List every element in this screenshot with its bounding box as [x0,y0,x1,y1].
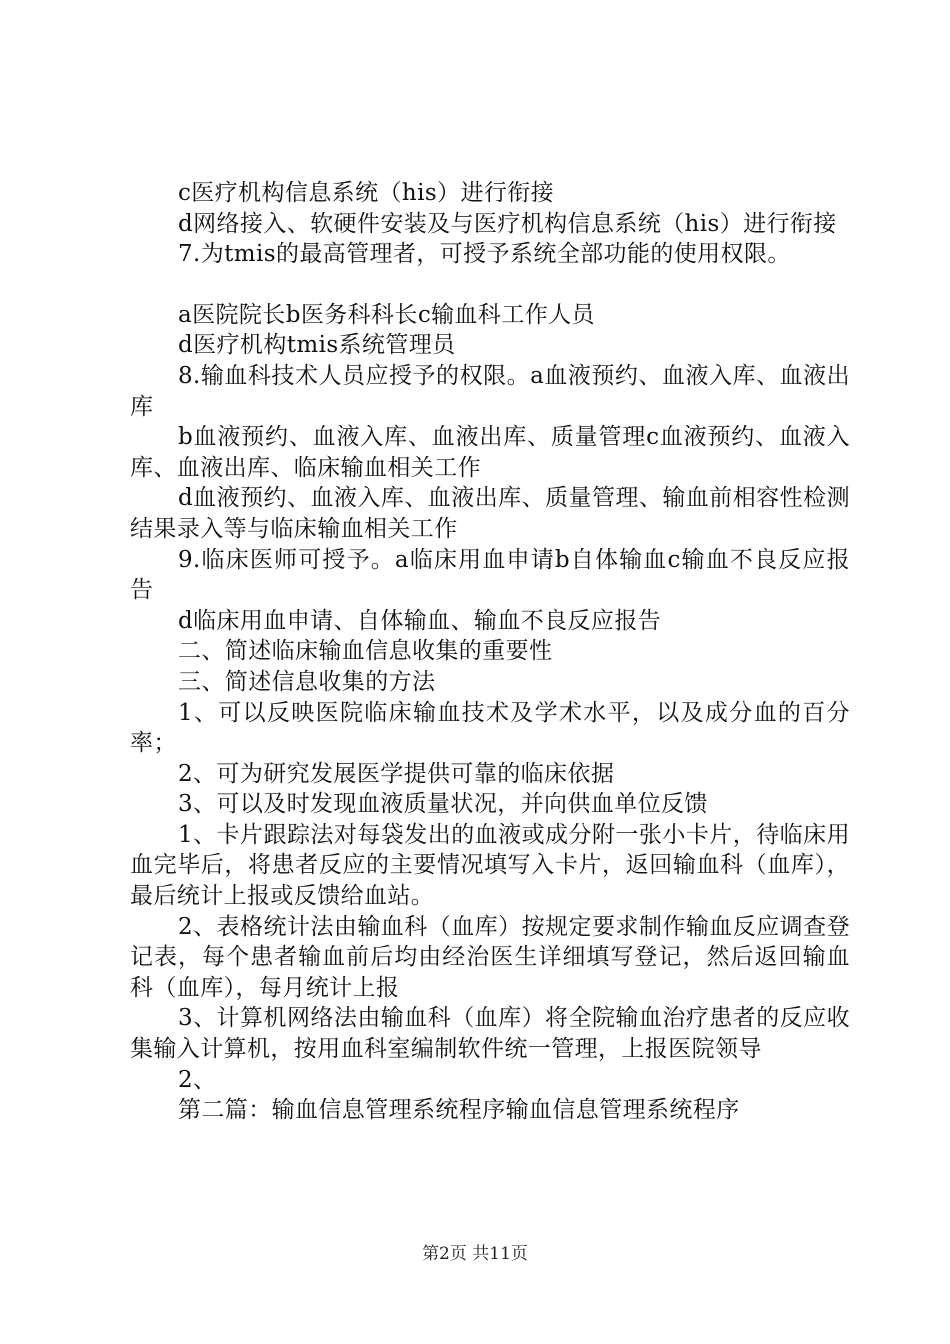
paragraph-q8-option-d: d血液预约、血液入库、血液出库、质量管理、输血前相容性检测结果录入等与临床输血相关工作 [130,485,850,542]
paragraph-question-8: 8.输血科技术人员应授予的权限。a血液预约、血液入库、血液出库 [130,362,850,420]
paragraph-question-9: 9.临床医师可授予。a临床用血申请b自体输血c输血不良反应报告 [130,546,850,604]
paragraph-q7-option-d: d医疗机构tmis系统管理员 [178,332,456,359]
list-item-importance-3: 3、可以及时发现血液质量状况，并向供血单位反馈 [178,791,708,818]
chapter-heading: 第二篇：输血信息管理系统程序输血信息管理系统程序 [178,1097,740,1124]
paragraph-question-7: 7.为tmis的最高管理者，可授予系统全部功能的使用权限。 [178,241,791,268]
paragraph-q9-option-d: d临床用血申请、自体输血、输血不良反应报告 [178,607,662,634]
list-item-fragment: 2、 [178,1066,217,1093]
document-body [130,178,850,1126]
paragraph-q7-options: a医院院长b医务科科长c输血科工作人员 [178,301,595,328]
list-item-importance-1: 1、可以反映医院临床输血技术及学术水平，以及成分血的百分率； [130,699,850,757]
section-heading-3: 三、简述信息收集的方法 [178,668,436,695]
list-item-method-1: 1、卡片跟踪法对每袋发出的血液或成分附一张小卡片，待临床用血完毕后，将患者反应的主要情况填写入卡片，返回输血科（血库），最后统计上报或反馈给血站。 [130,821,850,910]
page-number-footer: 第2页 共11页 [422,1244,528,1264]
section-heading-2: 二、简述临床输血信息收集的重要性 [178,638,553,665]
list-item-importance-2: 2、可为研究发展医学提供可靠的临床依据 [178,760,615,787]
list-item-method-2: 2、表格统计法由输血科（血库）按规定要求制作输血反应调查登记表，每个患者输血前后均由经治医生详细填写登记，然后返回输血科（血库），每月统计上报 [130,913,850,1001]
list-item-method-3: 3、计算机网络法由输血科（血库）将全院输血治疗患者的反应收集输入计算机，按用血科室编制软件统一管理，上报医院领导 [130,1005,850,1063]
paragraph-q8-options-bc: b血液预约、血液入库、血液出库、质量管理c血液预约、血液入库、血液出库、临床输血相关工作 [130,424,850,481]
paragraph-d-option: d网络接入、软硬件安装及与医疗机构信息系统（his）进行衔接 [178,210,837,237]
paragraph-spacer [130,270,850,300]
paragraph-c-option: c医疗机构信息系统（his）进行衔接 [178,180,555,206]
